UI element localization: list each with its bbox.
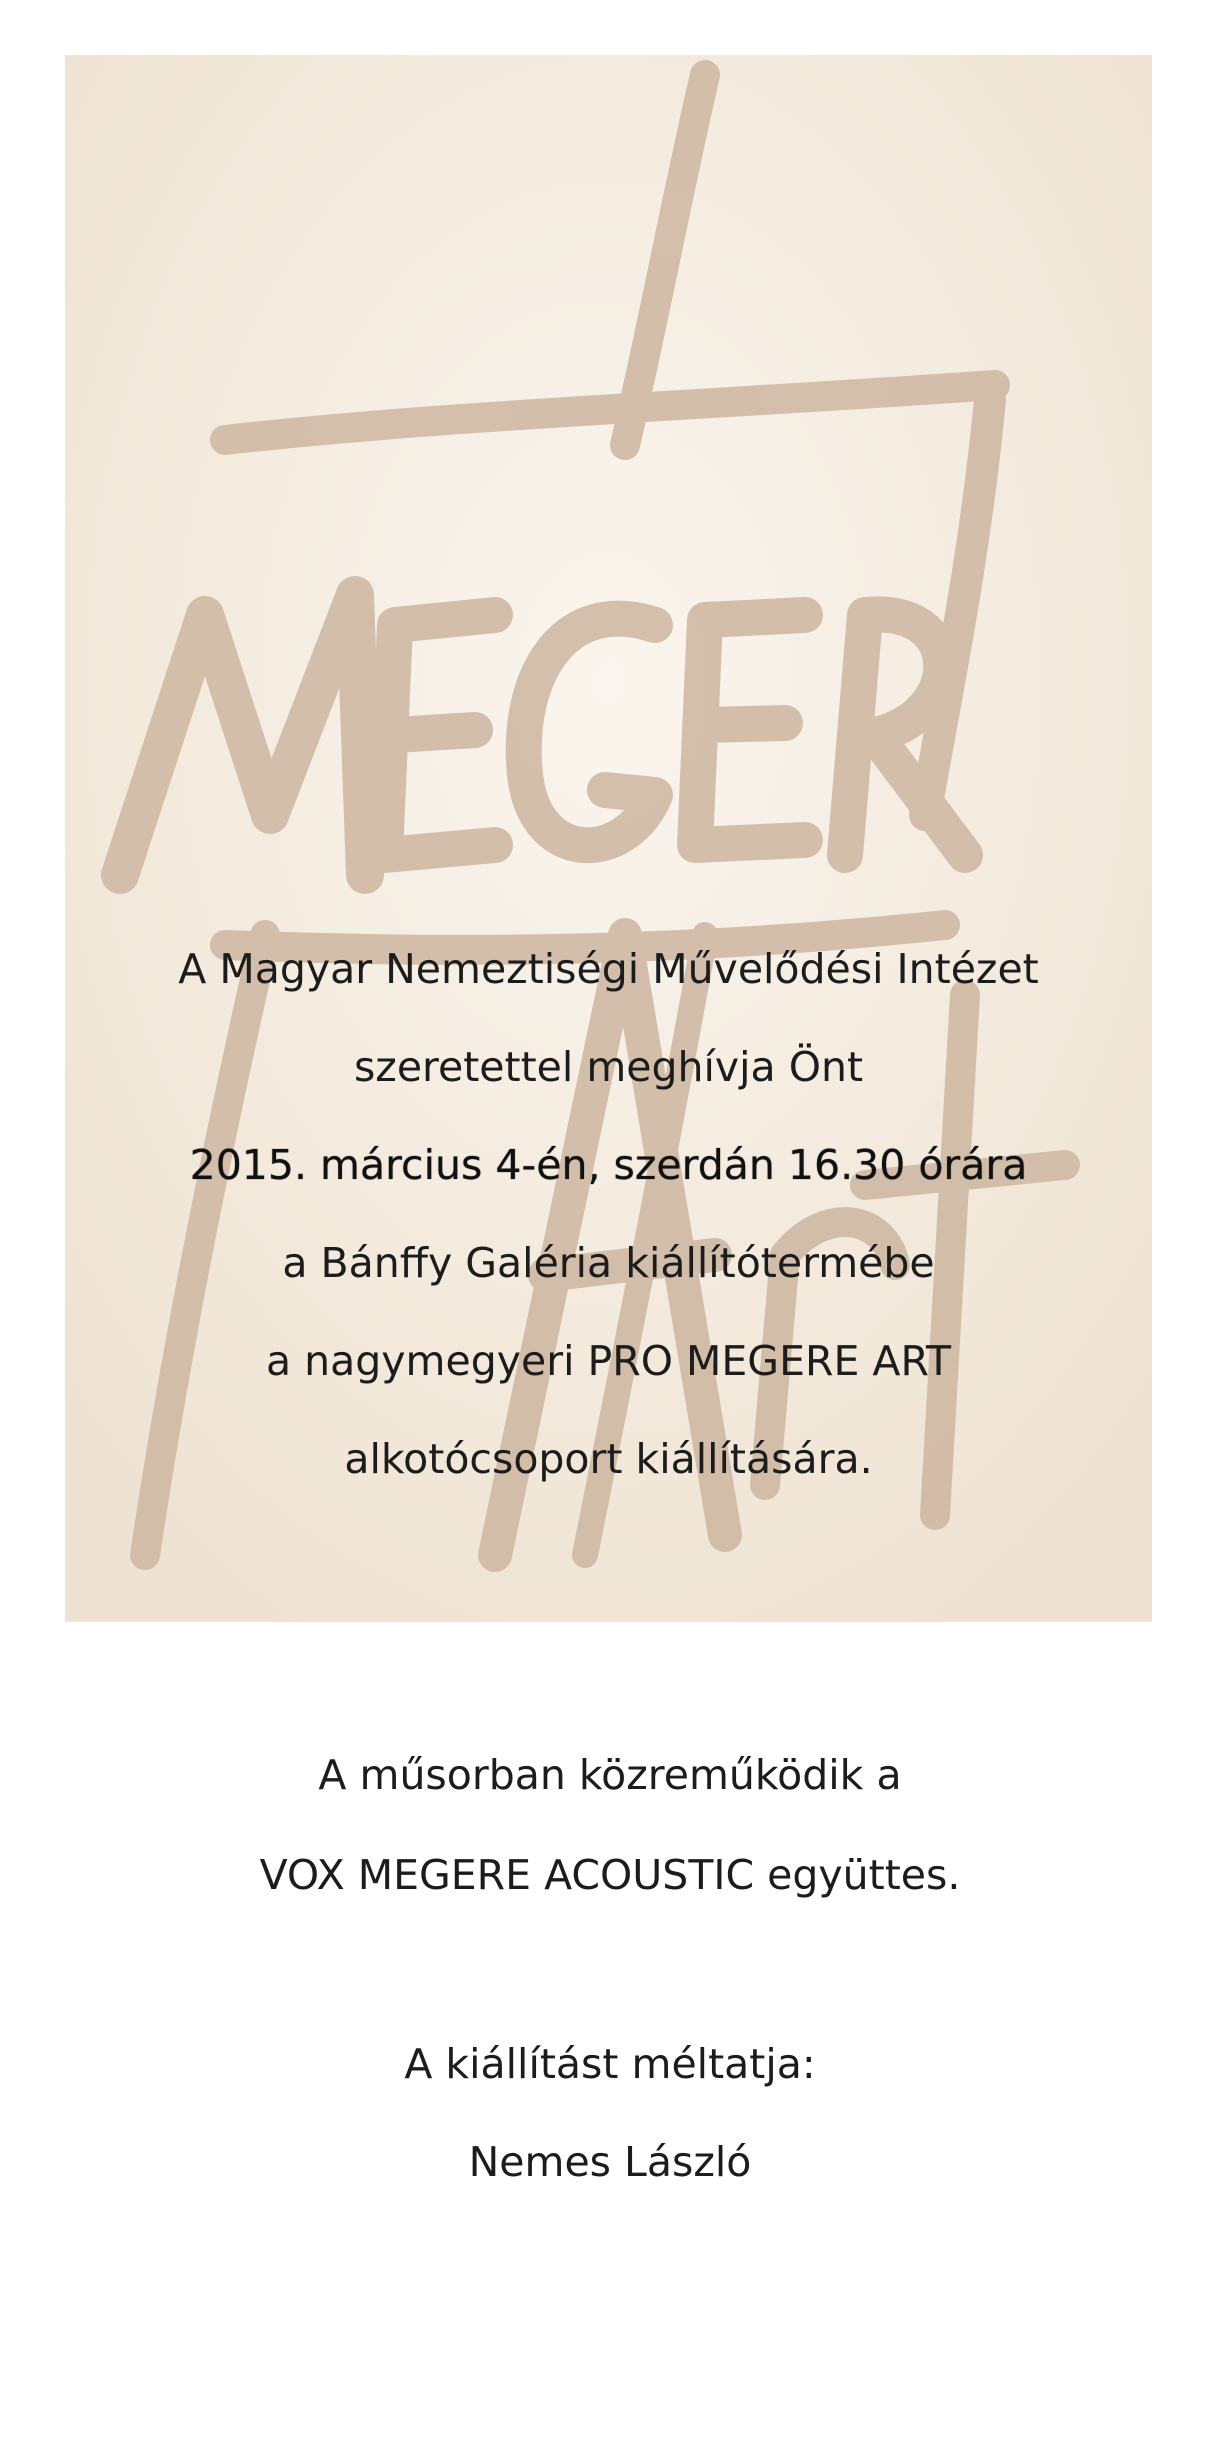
exhibition-line: alkotócsoport kiállítására. bbox=[344, 1435, 873, 1483]
organizer-line: A Magyar Nemeztiségi Művelődési Intézet bbox=[178, 945, 1039, 993]
date-time-line: 2015. március 4-én, szerdán 16.30 órára bbox=[189, 1141, 1028, 1189]
program-intro: A műsorban közreműködik a bbox=[318, 1751, 902, 1799]
invitation-text bbox=[65, 920, 1152, 1508]
tribute-section bbox=[0, 2015, 1220, 2211]
program-section bbox=[0, 1725, 1220, 1925]
tribute-intro: A kiállítást méltatja: bbox=[404, 2040, 816, 2088]
speaker-name: Nemes László bbox=[468, 2138, 752, 2186]
venue-line: a Bánffy Galéria kiállítótermébe bbox=[282, 1239, 935, 1287]
band-name: VOX MEGERE ACOUSTIC együttes. bbox=[259, 1851, 961, 1899]
invitation-line: szeretettel meghívja Önt bbox=[353, 1043, 864, 1091]
group-line: a nagymegyeri PRO MEGERE ART bbox=[265, 1337, 951, 1385]
